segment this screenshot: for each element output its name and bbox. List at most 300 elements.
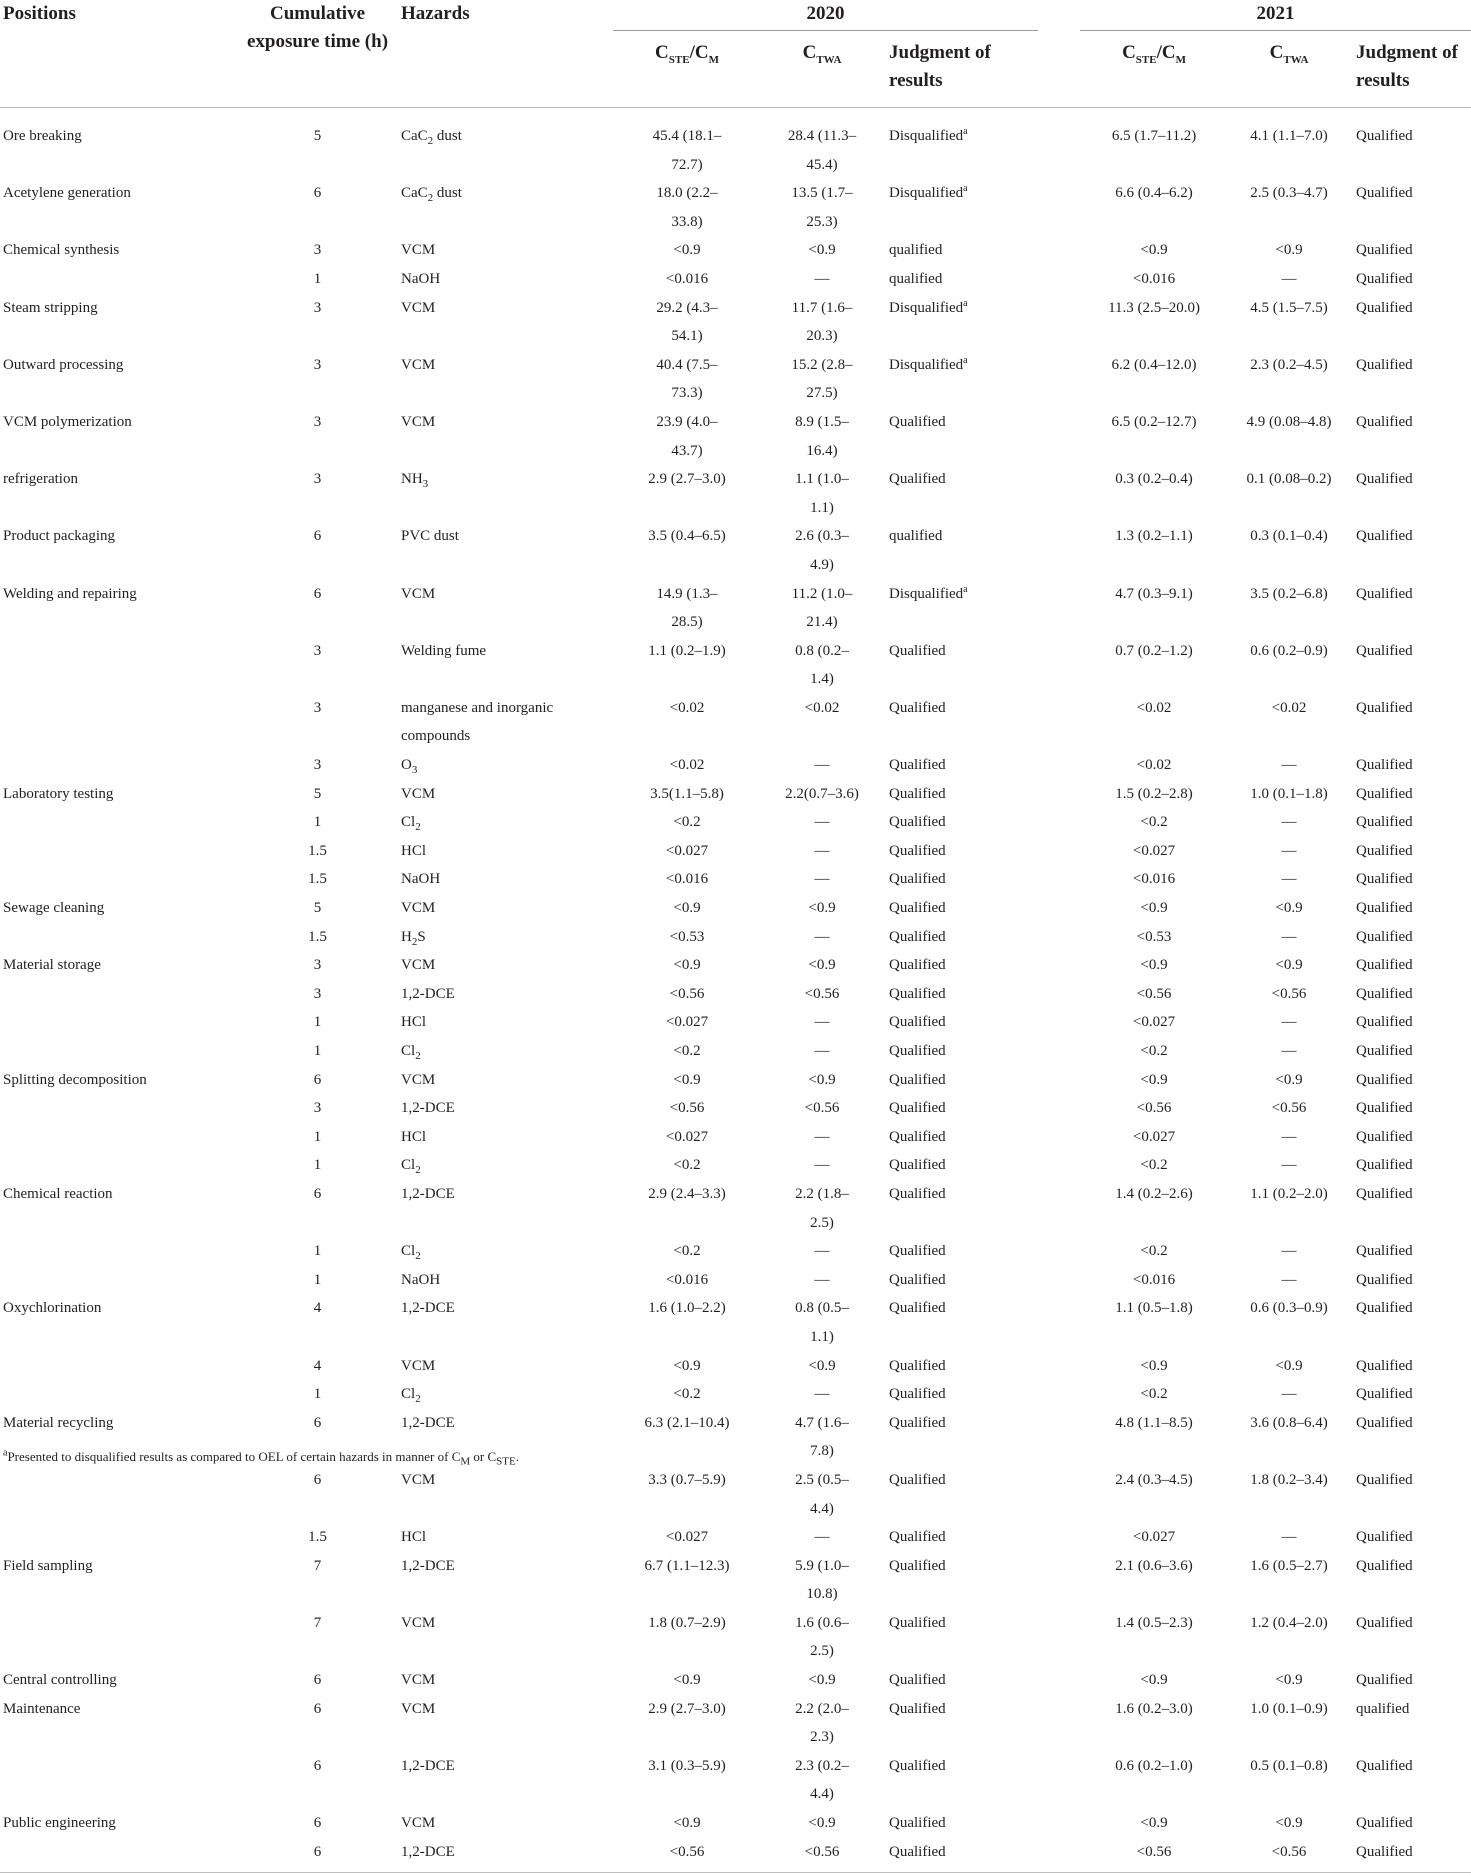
- spacer: [1038, 1409, 1080, 1466]
- cell-judgment-2021: Qualified: [1356, 1471, 1413, 1488]
- cell-cste-2020: <0.2: [673, 1243, 701, 1260]
- spacer: [1038, 1380, 1080, 1409]
- cell-ctwa-2020: 2.3 (0.2–4.4): [795, 1757, 849, 1803]
- cell-cste-2020: <0.56: [669, 985, 705, 1002]
- cell-position: [0, 265, 240, 294]
- cell-cste-2020: 18.0 (2.2–33.8): [656, 185, 718, 230]
- cell-cste-2020: 6.3 (2.1–10.4): [644, 1414, 730, 1431]
- cell-position: Public engineering: [3, 1815, 116, 1832]
- spacer: [1038, 1838, 1080, 1873]
- table-row: [0, 808, 1471, 837]
- table-row: [0, 1609, 1471, 1666]
- cell-exposure-time: 6: [313, 1185, 322, 1202]
- cell-cste-2020: 6.7 (1.1–12.3): [644, 1557, 730, 1574]
- spacer: [1038, 465, 1080, 522]
- cell-cste-2021: 4.8 (1.1–8.5): [1115, 1414, 1193, 1431]
- spacer: [1038, 1151, 1080, 1180]
- cell-judgment-2021: Qualified: [1356, 1529, 1413, 1546]
- table-row: [0, 1380, 1471, 1409]
- cell-judgment-2021: Qualified: [1356, 356, 1413, 373]
- cell-cste-2020: 1.6 (1.0–2.2): [648, 1300, 726, 1317]
- cell-ctwa-2020: 2.2 (2.0–2.3): [795, 1700, 849, 1746]
- cell-cste-2021: <0.2: [1140, 1386, 1168, 1403]
- cell-ctwa-2020: 2.6 (0.3–4.9): [795, 528, 849, 573]
- cell-cste-2021: <0.027: [1132, 1014, 1176, 1031]
- cell-judgment-2021: Qualified: [1356, 1271, 1413, 1288]
- cell-position: Sewage cleaning: [3, 900, 105, 917]
- cell-ctwa-2020: <0.02: [804, 699, 840, 716]
- cell-judgment-2021: Qualified: [1356, 842, 1413, 859]
- cell-ctwa-2021: 2.3 (0.2–4.5): [1250, 356, 1328, 373]
- cell-hazard: manganese and inorganic compounds: [401, 699, 554, 745]
- cell-judgment-2020: Qualified: [889, 757, 946, 774]
- cell-judgment-2021: Qualified: [1356, 928, 1413, 945]
- cell-hazard: VCM: [401, 900, 436, 917]
- table-row: [0, 351, 1471, 408]
- cell-judgment-2021: Qualified: [1356, 270, 1413, 287]
- cell-judgment-2020: Qualified: [889, 957, 946, 974]
- cell-position: Laboratory testing: [3, 785, 114, 802]
- cell-cste-2021: <0.027: [1132, 842, 1176, 859]
- cell-ctwa-2020: 2.2(0.7–3.6): [785, 785, 859, 802]
- cell-judgment-2021: Qualified: [1356, 814, 1413, 831]
- cell-judgment-2021: qualified: [1356, 1700, 1410, 1717]
- table-row: [0, 294, 1471, 351]
- cell-cste-2021: 0.7 (0.2–1.2): [1115, 642, 1193, 659]
- cell-judgment-2020: Qualified: [889, 642, 946, 659]
- table-row: [0, 580, 1471, 637]
- cell-ctwa-2021: <0.9: [1275, 957, 1303, 974]
- spacer: [1038, 1008, 1080, 1037]
- cell-position: Acetylene generation: [3, 185, 131, 202]
- cell-hazard: VCM: [401, 1700, 436, 1717]
- table-row: [0, 408, 1471, 465]
- cell-cste-2021: 0.6 (0.2–1.0): [1115, 1757, 1193, 1774]
- cell-judgment-2021: Qualified: [1356, 299, 1413, 316]
- cell-cste-2021: <0.9: [1140, 900, 1168, 917]
- cell-hazard: VCM: [401, 1815, 436, 1832]
- header-year-2020: 2020: [613, 0, 1038, 31]
- cell-position: Central controlling: [3, 1672, 117, 1689]
- spacer: [1038, 1123, 1080, 1152]
- table-row: [0, 1266, 1471, 1295]
- cell-position: [0, 694, 240, 751]
- cell-judgment-2021: Qualified: [1356, 699, 1413, 716]
- cell-judgment-2021: Qualified: [1356, 1614, 1413, 1631]
- cell-cste-2020: 45.4 (18.1–72.7): [652, 128, 722, 173]
- cell-cste-2020: <0.016: [665, 871, 709, 888]
- cell-position: Oxychlorination: [3, 1300, 102, 1317]
- cell-ctwa-2021: 0.6 (0.2–0.9): [1250, 642, 1328, 659]
- cell-judgment-2021: Qualified: [1356, 900, 1413, 917]
- cell-hazard: $Cl_2$: [401, 1386, 421, 1406]
- cell-hazard: $Cl_2$: [401, 1043, 421, 1062]
- cell-hazard: VCM: [401, 1071, 436, 1088]
- cell-exposure-time: 3: [313, 242, 322, 259]
- cell-hazard: $NH_3$: [401, 471, 429, 491]
- cell-ctwa-2021: 3.6 (0.8–6.4): [1250, 1414, 1328, 1431]
- cell-cste-2020: <0.02: [669, 699, 705, 716]
- spacer: [1038, 1037, 1080, 1066]
- cell-judgment-2021: Qualified: [1356, 1071, 1413, 1088]
- table-row: [0, 1523, 1471, 1552]
- table-row: [0, 980, 1471, 1009]
- cell-judgment-2021: Qualified: [1356, 985, 1413, 1002]
- header-cste-cm-2021: $C_{STE}/C_M$: [1080, 31, 1228, 108]
- cell-judgment-2021: Qualified: [1356, 1014, 1413, 1031]
- table-row: [0, 1752, 1471, 1809]
- cell-judgment-2021: Qualified: [1356, 1672, 1413, 1689]
- cell-cste-2021: <0.9: [1140, 1071, 1168, 1088]
- cell-ctwa-2021: 1.6 (0.5–2.7): [1250, 1557, 1328, 1574]
- cell-ctwa-2020: —: [814, 270, 830, 287]
- cell-hazard: VCM: [401, 1471, 436, 1488]
- cell-position: [0, 1094, 240, 1123]
- cell-cste-2021: 1.4 (0.2–2.6): [1115, 1185, 1193, 1202]
- cell-ctwa-2021: 1.0 (0.1–1.8): [1250, 785, 1328, 802]
- cell-exposure-time: 1: [313, 1271, 322, 1288]
- cell-judgment-2020: Qualified: [889, 1414, 946, 1431]
- cell-exposure-time: 5: [313, 128, 322, 144]
- cell-judgment-2020: Qualified: [889, 1357, 946, 1374]
- table-row: [0, 1237, 1471, 1266]
- cell-hazard: CaC$_2$ dust: [401, 185, 462, 205]
- cell-cste-2020: 2.9 (2.7–3.0): [648, 471, 726, 488]
- cell-cste-2021: <0.9: [1140, 242, 1168, 259]
- cell-cste-2020: <0.016: [665, 270, 709, 287]
- cell-hazard: HCl: [401, 1128, 427, 1145]
- cell-exposure-time: 6: [313, 585, 322, 602]
- spacer: [1038, 1266, 1080, 1295]
- cell-position: [0, 1266, 240, 1295]
- spacer: [1038, 923, 1080, 952]
- cell-cste-2020: <0.027: [665, 1529, 709, 1546]
- cell-ctwa-2021: <0.9: [1275, 1357, 1303, 1374]
- cell-hazard: VCM: [401, 957, 436, 974]
- cell-cste-2020: 3.3 (0.7–5.9): [648, 1471, 726, 1488]
- spacer: [1038, 951, 1080, 980]
- cell-judgment-2021: Qualified: [1356, 185, 1413, 202]
- cell-judgment-2020: qualified: [889, 242, 943, 259]
- table-row: [0, 837, 1471, 866]
- cell-ctwa-2021: 4.1 (1.1–7.0): [1250, 128, 1328, 144]
- cell-hazard: VCM: [401, 1672, 436, 1689]
- spacer: [1038, 751, 1080, 780]
- cell-hazard: 1,2-DCE: [395, 1838, 613, 1873]
- cell-judgment-2021: Qualified: [1356, 1386, 1413, 1403]
- cell-ctwa-2020: <0.9: [808, 1071, 836, 1088]
- spacer: [1038, 1523, 1080, 1552]
- cell-exposure-time: 1: [313, 1043, 322, 1059]
- cell-cste-2021: 0.3 (0.2–0.4): [1115, 471, 1193, 488]
- cell-position: [0, 1151, 240, 1180]
- cell-hazard: CaC$_2$ dust: [401, 128, 462, 147]
- cell-cste-2021: <0.02: [1136, 757, 1172, 774]
- cell-cste-2021: <0.56: [1136, 985, 1172, 1002]
- cell-exposure-time: 3: [313, 356, 322, 373]
- cell-cste-2021: 6.5 (0.2–12.7): [1111, 413, 1197, 430]
- cell-hazard: VCM: [401, 413, 436, 430]
- spacer: [1038, 1294, 1080, 1351]
- cell-cste-2020: <0.56: [613, 1838, 761, 1873]
- cell-judgment-2021: Qualified: [1356, 1300, 1413, 1317]
- cell-hazard: 1,2-DCE: [401, 1100, 455, 1117]
- table-row: [0, 865, 1471, 894]
- cell-ctwa-2021: —: [1281, 1014, 1297, 1031]
- cell-position: Ore breaking: [3, 128, 82, 144]
- table-row: [0, 1123, 1471, 1152]
- cell-position: [0, 637, 240, 694]
- cell-exposure-time: 3: [313, 471, 322, 488]
- cell-hazard: $Cl_2$: [401, 1243, 421, 1263]
- cell-ctwa-2021: 3.5 (0.2–6.8): [1250, 585, 1328, 602]
- cell-judgment-2021: Qualified: [1356, 413, 1413, 430]
- table-row: [0, 1666, 1471, 1695]
- cell-ctwa-2020: <0.56: [804, 1100, 840, 1117]
- cell-judgment-2021: Qualified: [1356, 785, 1413, 802]
- cell-position: [0, 837, 240, 866]
- cell-cste-2020: 2.9 (2.4–3.3): [648, 1185, 726, 1202]
- cell-position: refrigeration: [3, 471, 78, 488]
- cell-judgment-2020: Qualified: [889, 985, 946, 1002]
- cell-ctwa-2021: <0.56: [1271, 985, 1307, 1002]
- cell-position: [0, 1037, 240, 1066]
- cell-position: Outward processing: [3, 356, 124, 373]
- spacer: [1038, 980, 1080, 1009]
- cell-position: [0, 1008, 240, 1037]
- cell-exposure-time: 3: [313, 757, 322, 774]
- spacer: [1038, 351, 1080, 408]
- cell-exposure-time: 6: [313, 1071, 322, 1088]
- cell-exposure-time: 1.5: [308, 842, 327, 859]
- cell-position: Field sampling: [3, 1557, 93, 1574]
- cell-judgment-2021: Qualified: [1356, 585, 1413, 602]
- cell-judgment-2020: Qualified: [889, 1128, 946, 1145]
- cell-position: [0, 1380, 240, 1409]
- table-row: [0, 694, 1471, 751]
- cell-exposure-time: 3: [313, 642, 322, 659]
- cell-ctwa-2020: <0.9: [808, 1672, 836, 1689]
- cell-position: Product packaging: [3, 528, 116, 545]
- cell-cste-2021: 1.3 (0.2–1.1): [1115, 528, 1193, 545]
- cell-ctwa-2021: <0.9: [1275, 1672, 1303, 1689]
- table-row: [0, 780, 1471, 809]
- cell-judgment-2021: Qualified: [1356, 528, 1413, 545]
- spacer: [1038, 580, 1080, 637]
- spacer: [1038, 408, 1080, 465]
- cell-exposure-time: 5: [313, 785, 322, 802]
- cell-hazard: NaOH: [401, 270, 441, 287]
- cell-cste-2021: <0.2: [1140, 1157, 1168, 1174]
- cell-judgment-2021: Qualified: [1356, 1757, 1413, 1774]
- cell-hazard: VCM: [401, 1357, 436, 1374]
- cell-cste-2020: 3.5 (0.4–6.5): [648, 528, 726, 545]
- table-row: [0, 1037, 1471, 1066]
- cell-cste-2021: <0.2: [1140, 1043, 1168, 1059]
- cell-judgment-2021: Qualified: [1356, 1815, 1413, 1832]
- footnote: $^a$Presented to disqualified results as compared to OEL of certain hazards in manner of $C_M$ or $C_{STE}$.: [3, 1447, 519, 1468]
- cell-judgment-2020: Qualified: [889, 1557, 946, 1574]
- cell-cste-2020: <0.027: [665, 1014, 709, 1031]
- cell-hazard: VCM: [401, 785, 436, 802]
- header-ctwa-2021: $C_{TWA}$: [1228, 31, 1350, 108]
- cell-cste-2021: <0.56: [1080, 1838, 1228, 1873]
- cell-ctwa-2020: —: [814, 842, 830, 859]
- cell-cste-2021: <0.2: [1140, 814, 1168, 831]
- cell-ctwa-2020: <0.9: [808, 957, 836, 974]
- cell-ctwa-2021: <0.9: [1275, 900, 1303, 917]
- cell-cste-2021: <0.56: [1136, 1100, 1172, 1117]
- cell-judgment-2021: Qualified: [1356, 242, 1413, 259]
- cell-cste-2021: 6.6 (0.4–6.2): [1115, 185, 1193, 202]
- cell-ctwa-2020: <0.9: [808, 242, 836, 259]
- spacer: [1038, 865, 1080, 894]
- cell-ctwa-2021: 1.1 (0.2–2.0): [1250, 1185, 1328, 1202]
- cell-ctwa-2020: 28.4 (11.3–45.4): [787, 128, 857, 173]
- spacer: [1038, 808, 1080, 837]
- cell-judgment-2020: Qualified: [889, 1243, 946, 1260]
- spacer: [1038, 694, 1080, 751]
- cell-cste-2021: <0.9: [1140, 1672, 1168, 1689]
- cell-ctwa-2021: 0.3 (0.1–0.4): [1250, 528, 1328, 545]
- cell-cste-2021: 6.5 (1.7–11.2): [1111, 128, 1197, 144]
- cell-cste-2021: 11.3 (2.5–20.0): [1108, 299, 1200, 316]
- spacer: [1038, 294, 1080, 351]
- table-row: [0, 637, 1471, 694]
- cell-judgment-2020: Qualified: [889, 1014, 946, 1031]
- cell-ctwa-2020: —: [814, 1128, 830, 1145]
- cell-cste-2021: <0.53: [1136, 928, 1172, 945]
- cell-judgment-2020: Qualified: [889, 471, 946, 488]
- cell-cste-2021: <0.02: [1136, 699, 1172, 716]
- cell-judgment-2021: Qualified: [1356, 1557, 1413, 1574]
- cell-exposure-time: 3: [313, 985, 322, 1002]
- cell-ctwa-2021: —: [1281, 1043, 1297, 1059]
- cell-judgment-2021: Qualified: [1356, 957, 1413, 974]
- cell-exposure-time: 1.5: [308, 1529, 327, 1546]
- cell-judgment-2020: Disqualified$^a$: [889, 354, 968, 373]
- header-ctwa-2020: $C_{TWA}$: [761, 31, 883, 108]
- cell-cste-2021: <0.027: [1132, 1529, 1176, 1546]
- cell-judgment-2020: Qualified: [889, 928, 946, 945]
- cell-judgment-2020: Qualified: [889, 785, 946, 802]
- cell-ctwa-2021: 4.9 (0.08–4.8): [1246, 413, 1332, 430]
- cell-ctwa-2020: 5.9 (1.0–10.8): [795, 1557, 849, 1603]
- spacer: [1038, 1466, 1080, 1523]
- spacer: [1038, 1609, 1080, 1666]
- cell-position: [0, 808, 240, 837]
- cell-ctwa-2021: 1.8 (0.2–3.4): [1250, 1471, 1328, 1488]
- cell-exposure-time: 6: [313, 1471, 322, 1488]
- cell-cste-2021: 1.5 (0.2–2.8): [1115, 785, 1193, 802]
- cell-judgment-2020: Disqualified$^a$: [889, 126, 968, 144]
- cell-cste-2021: <0.027: [1132, 1128, 1176, 1145]
- cell-ctwa-2020: <0.9: [808, 900, 836, 917]
- cell-exposure-time: 1: [313, 814, 322, 831]
- cell-exposure-time: 7: [313, 1557, 322, 1574]
- cell-ctwa-2020: 1.1 (1.0–1.1): [795, 471, 849, 516]
- cell-exposure-time: 6: [313, 1815, 322, 1832]
- table-row: [0, 1094, 1471, 1123]
- spacer: [1038, 780, 1080, 809]
- cell-position: VCM polymerization: [3, 413, 132, 430]
- table-row: [0, 1838, 1471, 1873]
- cell-ctwa-2020: —: [814, 871, 830, 888]
- cell-judgment-2020: Qualified: [889, 1386, 946, 1403]
- cell-ctwa-2021: 0.1 (0.08–0.2): [1246, 471, 1332, 488]
- cell-ctwa-2021: —: [1281, 814, 1297, 831]
- cell-position: Material recycling: [3, 1414, 114, 1431]
- cell-ctwa-2020: 8.9 (1.5–16.4): [795, 413, 849, 459]
- cell-position: Material storage: [3, 957, 101, 974]
- cell-judgment-2020: Qualified: [889, 413, 946, 430]
- table-row: [0, 1180, 1471, 1237]
- cell-ctwa-2020: 15.2 (2.8–27.5): [791, 356, 853, 402]
- cell-ctwa-2020: <0.9: [808, 1357, 836, 1374]
- cell-judgment-2020: Qualified: [889, 1043, 946, 1059]
- cell-cste-2020: <0.016: [665, 1271, 709, 1288]
- cell-judgment-2021: Qualified: [1356, 1243, 1413, 1260]
- cell-judgment-2020: Qualified: [889, 699, 946, 716]
- cell-hazard: 1,2-DCE: [401, 1557, 455, 1574]
- cell-hazard: HCl: [401, 1014, 427, 1031]
- cell-ctwa-2020: 2.5 (0.5–4.4): [795, 1471, 849, 1517]
- cell-judgment-2020: Qualified: [889, 900, 946, 917]
- cell-ctwa-2021: <0.9: [1275, 1071, 1303, 1088]
- spacer: [1038, 1695, 1080, 1752]
- cell-hazard: Welding fume: [401, 642, 487, 659]
- spacer: [1038, 1180, 1080, 1237]
- cell-position: [0, 1237, 240, 1266]
- header-hazards: Hazards: [395, 0, 613, 108]
- cell-cste-2020: <0.2: [673, 1043, 701, 1059]
- table-row: [0, 1066, 1471, 1095]
- cell-cste-2021: <0.016: [1132, 1271, 1176, 1288]
- cell-hazard: 1,2-DCE: [401, 1185, 455, 1202]
- cell-judgment-2020: Qualified: [889, 1700, 946, 1717]
- cell-exposure-time: 6: [313, 528, 322, 545]
- spacer: [1038, 522, 1080, 579]
- cell-cste-2020: <0.02: [669, 757, 705, 774]
- cell-cste-2020: <0.9: [673, 957, 701, 974]
- cell-cste-2020: 40.4 (7.5–73.3): [656, 356, 718, 402]
- cell-position: [0, 1523, 240, 1552]
- header-year-2021: 2021: [1080, 0, 1471, 31]
- cell-cste-2021: <0.9: [1140, 957, 1168, 974]
- cell-judgment-2020: Disqualified$^a$: [889, 297, 968, 316]
- cell-hazard: PVC dust: [401, 528, 459, 545]
- spacer: [1038, 894, 1080, 923]
- cell-judgment-2021: Qualified: [1356, 1100, 1413, 1117]
- cell-cste-2020: 29.2 (4.3–54.1): [656, 299, 718, 345]
- cell-ctwa-2021: —: [1281, 757, 1297, 774]
- cell-exposure-time: 1.5: [308, 871, 327, 888]
- table-row: [0, 1695, 1471, 1752]
- cell-ctwa-2020: —: [814, 1386, 830, 1403]
- spacer: [1038, 1066, 1080, 1095]
- cell-cste-2021: 1.4 (0.5–2.3): [1115, 1614, 1193, 1631]
- cell-exposure-time: 5: [313, 900, 322, 917]
- cell-ctwa-2020: 11.2 (1.0–21.4): [791, 585, 853, 631]
- cell-position: Splitting decomposition: [3, 1071, 147, 1088]
- cell-judgment-2020: Qualified: [889, 1815, 946, 1832]
- cell-position: Maintenance: [3, 1700, 81, 1717]
- cell-exposure-time: 6: [313, 185, 322, 202]
- spacer: [1038, 1666, 1080, 1695]
- cell-exposure-time: 6: [240, 1838, 395, 1873]
- cell-judgment-2021: Qualified: [1356, 642, 1413, 659]
- header-cste-cm-2020: $C_{STE}/C_M$: [613, 31, 761, 108]
